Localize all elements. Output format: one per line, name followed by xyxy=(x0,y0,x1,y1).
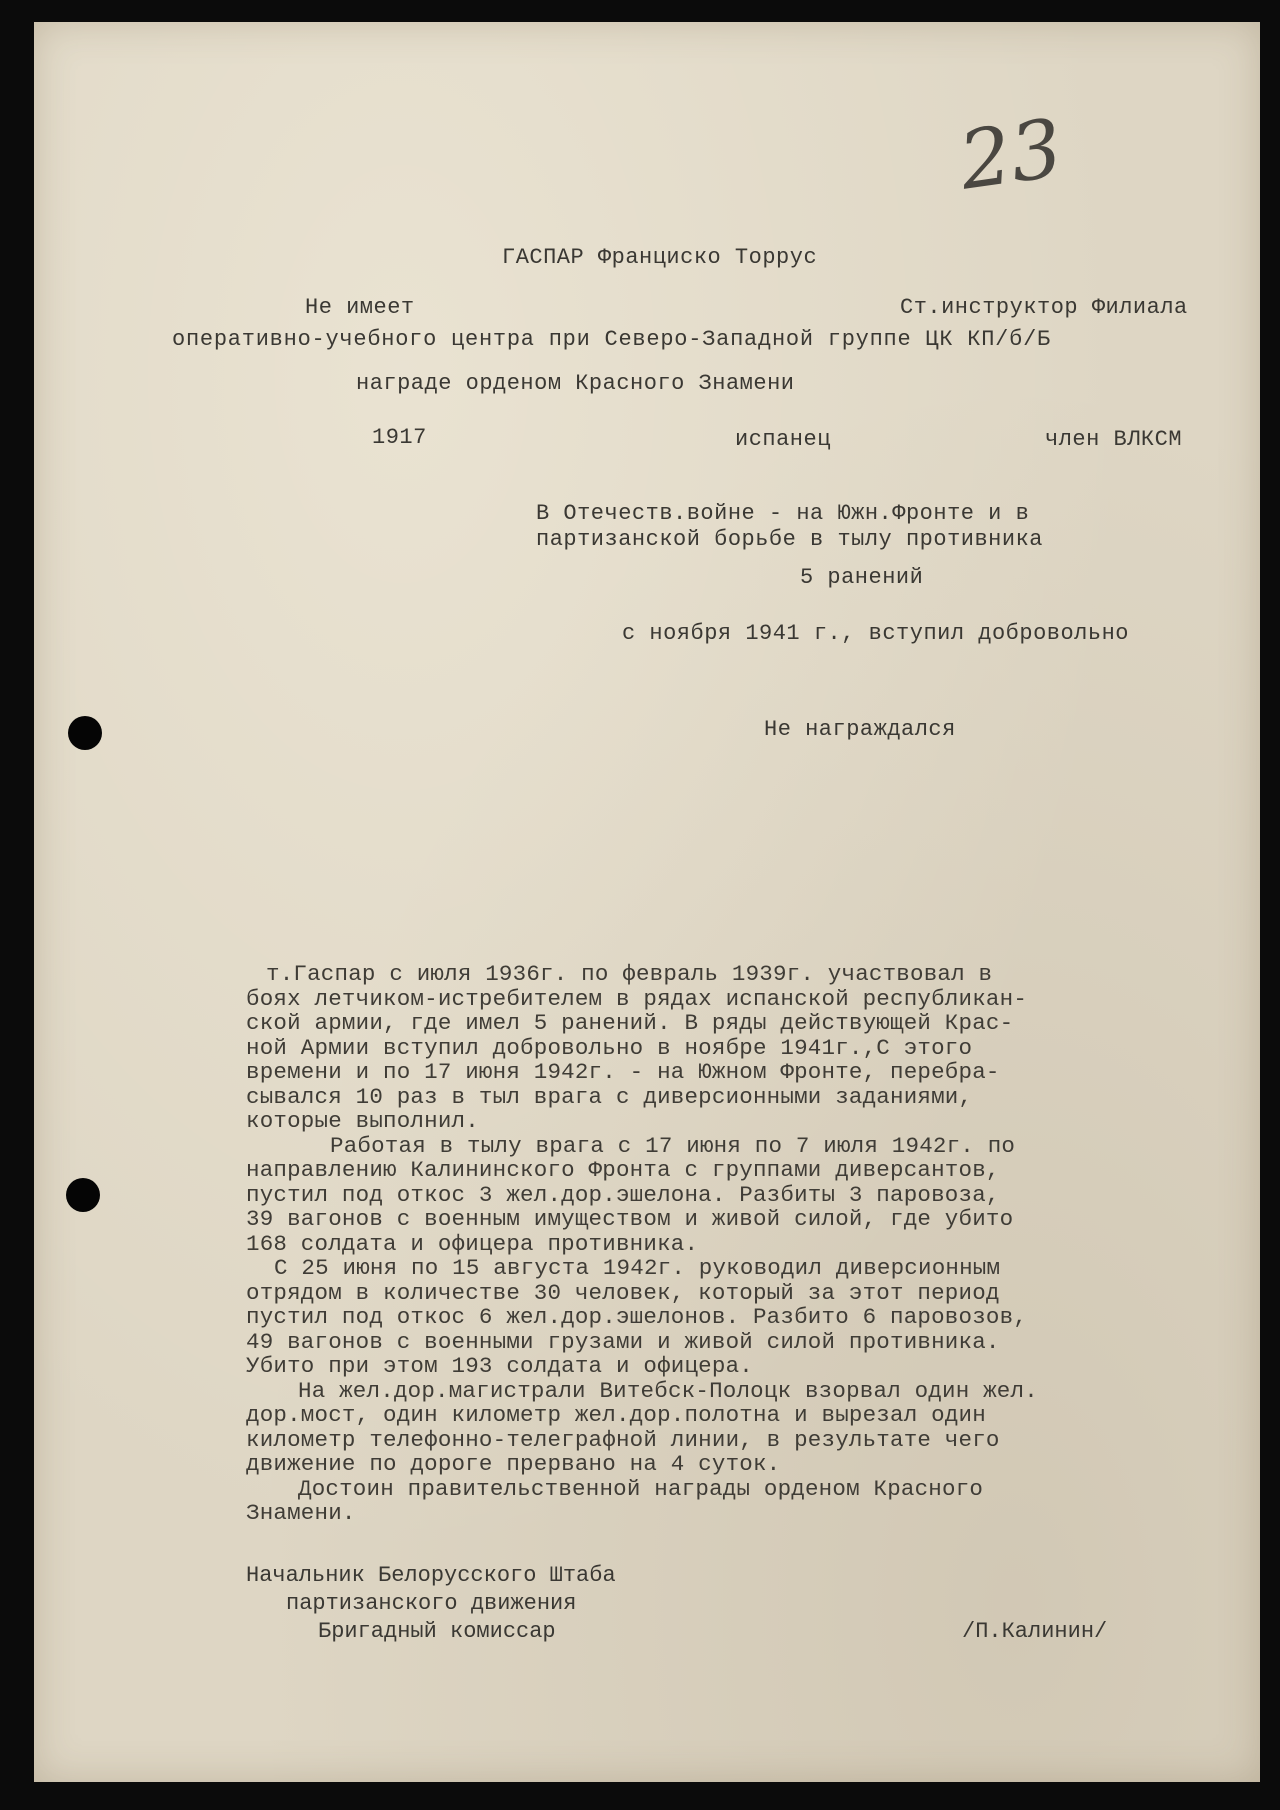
signatory-title-line3: Бригадный комиссар xyxy=(318,1619,556,1644)
war-participation-line2: партизанской борьбе в тылу противника xyxy=(536,527,1043,552)
body-line: пустил под откос 3 жел.дор.эшелона. Разбиты 3 паровоза, xyxy=(246,1181,1000,1208)
war-participation-line1: В Отечеств.войне - на Южн.Фронте и в xyxy=(536,501,1030,526)
body-line: движение по дороге прервано на 4 суток. xyxy=(246,1451,781,1477)
body-line: направлению Калининского Фронта с группами диверсантов, xyxy=(246,1157,1000,1183)
body-line: которые выполнил. xyxy=(246,1108,479,1134)
position-field: Ст.инструктор Филиала xyxy=(900,295,1188,320)
signatory-title-line2: партизанского движения xyxy=(286,1591,577,1616)
body-line: боях летчиком-истребителем в рядах испанской республикан- xyxy=(246,985,1028,1012)
award-nomination: награде орденом Красного Знамени xyxy=(356,371,795,396)
body-line: ной Армии вступил добровольно в ноябре 1941г.,С этого xyxy=(246,1034,973,1061)
award-description xyxy=(246,962,1186,1526)
nationality: испанец xyxy=(735,427,831,452)
body-line: времени и по 17 июня 1942г. - на Южном Фронте, перебра- xyxy=(246,1059,1000,1085)
body-line: отрядом в количестве 30 человек, который за этот период xyxy=(246,1279,1000,1306)
position-field-line2: оперативно-учебного центра при Северо-Западной группе ЦК КП/б/Б xyxy=(172,327,1051,352)
body-line: пустил под откос 6 жел.дор.эшелонов. Разбито 6 паровозов, xyxy=(246,1304,1028,1330)
body-line: километр телефонно-телеграфной линии, в результате чего xyxy=(246,1426,1000,1453)
page-number: 23 xyxy=(953,101,1068,208)
birth-year: 1917 xyxy=(372,425,427,450)
party-membership: член ВЛКСМ xyxy=(1045,427,1183,452)
service-since: с ноября 1941 г., вступил добровольно xyxy=(622,621,1129,646)
body-line: 39 вагонов с военным имуществом и живой силой, где убито xyxy=(246,1206,1014,1232)
punch-hole-bottom xyxy=(66,1178,100,1212)
signatory-name: /П.Калинин/ xyxy=(962,1619,1108,1644)
body-line: ской армии, где имел 5 ранений. В ряды действующей Крас- xyxy=(246,1010,1014,1036)
body-line: Достоин правительственной награды орденом Красного xyxy=(298,1475,984,1502)
body-line: На жел.дор.магистрали Витебск-Полоцк взорвал один жел. xyxy=(298,1377,1038,1404)
body-line: Убито при этом 193 солдата и офицера. xyxy=(246,1353,753,1379)
previous-awards: Не награждался xyxy=(764,717,956,742)
body-line: 49 вагонов с военными грузами и живой силой противника. xyxy=(246,1328,1000,1355)
body-line: Знамени. xyxy=(246,1500,356,1526)
body-line: 168 солдата и офицера противника. xyxy=(246,1230,699,1257)
body-line: сывался 10 раз в тыл врага с диверсионными заданиями, xyxy=(246,1083,973,1110)
signatory-title-line1: Начальник Белорусского Штаба xyxy=(246,1563,616,1588)
body-line: т.Гаспар с июля 1936г. по февраль 1939г. участвовал в xyxy=(266,961,993,987)
person-name: ГАСПАР Франциско Торрус xyxy=(502,245,818,270)
body-line: Работая в тылу врага с 17 июня по 7 июля 1942г. по xyxy=(330,1132,1016,1159)
wounds: 5 ранений xyxy=(800,565,924,590)
body-line: дор.мост, один километр жел.дор.полотна и вырезал один xyxy=(246,1402,986,1428)
punch-hole-top xyxy=(68,716,102,750)
body-line: С 25 июня по 15 августа 1942г. руководил диверсионным xyxy=(274,1255,1001,1281)
rank-field: Не имеет xyxy=(305,295,415,320)
